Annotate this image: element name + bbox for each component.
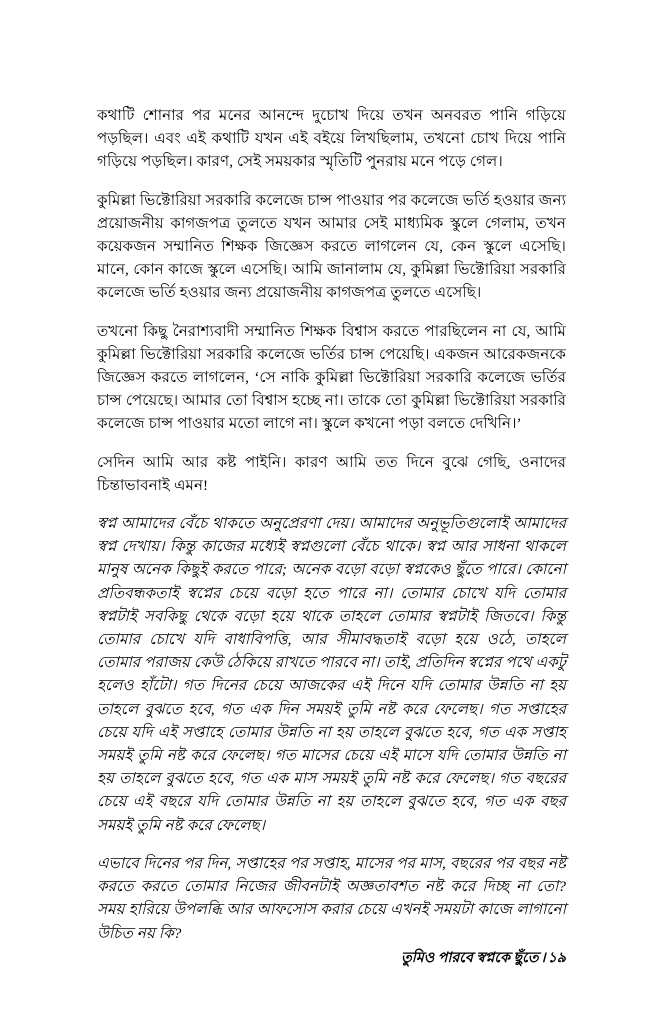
text-column [97,104,566,945]
paragraph-3: তখনো কিছু নৈরাশ্যবাদী সম্মানিত শিক্ষক বিশ্বাস করতে পারছিলেন না যে, আমি কুমিল্লা ভিক্টোরিয়া সরকারি কলেজে ভর্তির চান্স পেয়েছি। একজন আরেকজনকে জিজ্ঞেস করতে লাগলেন, ‘সে নাকি কুমিল্লা ভিক্টোরিয়া সরকারি কলেজে ভর্তির চান্স পেয়েছে। আমার তো বিশ্বাস হচ্ছে না। তাকে তো কুমিল্লা ভিক্টোরিয়া সরকারি কলেজে চান্স পাওয়ার মতো লাগে না। স্কুলে কখনো পড়া বলতে দেখিনি।’ [97,322,566,433]
paragraph-2: কুমিল্লা ভিক্টোরিয়া সরকারি কলেজে চান্স পাওয়ার পর কলেজে ভর্তি হওয়ার জন্য প্রয়োজনীয় কাগজপত্র তুলতে যখন আমার সেই মাধ্যমিক স্কুলে গেলাম, তখন কয়েকজন সম্মানিত শিক্ষক জিজ্ঞেস করতে লাগলেন যে, কেন স্কুলে এসেছি। মানে, কোন কাজে স্কুলে এসেছি। আমি জানালাম যে, কুমিল্লা ভিক্টোরিয়া সরকারি কলেজে ভর্তি হওয়ার জন্য প্রয়োজনীয় কাগজপত্র তুলতে এসেছি। [97,191,566,302]
paragraph-4: সেদিন আমি আর কষ্ট পাইনি। কারণ আমি তত দিনে বুঝে গেছি, ওনাদের চিন্তাভাবনাই এমন! [97,453,566,494]
footer-separator: । [540,950,546,966]
page-footer [97,948,566,968]
paragraph-5-quote: স্বপ্ন আমাদের বেঁচে থাকতে অনুপ্রেরণা দেয়। আমাদের অনুভূতিগুলোই আমাদের স্বপ্ন দেখায়। কিন্তু কাজের মধ্যেই স্বপ্নগুলো বেঁচে থাকে। স্বপ্ন আর সাধনা থাকলে মানুষ অনেক কিছুই করতে পারে; অনেক বড়ো বড়ো স্বপ্নকেও ছুঁতে পারে। কোনো প্রতিবন্ধকতাই স্বপ্নের চেয়ে বড়ো হতে পারে না। তোমার চোখে যদি তোমার স্বপ্নটাই সবকিছু থেকে বড়ো হয়ে থাকে তাহলে তোমার স্বপ্নটাই জিতবে। কিন্তু তোমার চোখে যদি বাধাবিপত্তি, আর সীমাবদ্ধতাই বড়ো হয়ে ওঠে, তাহলে তোমার পরাজয় কেউ ঠেকিয়ে রাখতে পারবে না। তাই, প্রতিদিন স্বপ্নের পথে একটু হলেও হাঁটো। গত দিনের চেয়ে আজকের এই দিনে যদি তোমার উন্নতি না হয় তাহলে বুঝতে হবে, গত এক দিন সময়ই তুমি নষ্ট করে ফেলেছ। গত সপ্তাহের চেয়ে যদি এই সপ্তাহে তোমার উন্নতি না হয় তাহলে বুঝতে হবে, গত এক সপ্তাহ সময়ই তুমি নষ্ট করে ফেলেছ। গত মাসের চেয়ে এই মাসে যদি তোমার উন্নতি না হয় তাহলে বুঝতে হবে, গত এক মাস সময়ই তুমি নষ্ট করে ফেলেছ। গত বছরের চেয়ে এই বছরে যদি তোমার উন্নতি না হয় তাহলে বুঝতে হবে, গত এক বছর সময়ই তুমি নষ্ট করে ফেলেছ। [97,515,566,834]
paragraph-1: কথাটি শোনার পর মনের আনন্দে দুচোখ দিয়ে তখন অনবরত পানি গড়িয়ে পড়ছিল। এবং এই কথাটি যখন এই বইয়ে লিখছিলাম, তখনো চোখ দিয়ে পানি গড়িয়ে পড়ছিল। কারণ, সেই সময়কার স্মৃতিটি পুনরায় মনে পড়ে গেল। [97,107,566,171]
footer-book-title: তুমিও পারবে স্বপ্নকে ছুঁতে [401,950,539,966]
paragraph-6-quote: এভাবে দিনের পর দিন, সপ্তাহের পর সপ্তাহ, মাসের পর মাস, বছরের পর বছর নষ্ট করতে করতে তোমার নিজের জীবনটাই অজ্ঞতাবশত নষ্ট করে দিচ্ছ না তো? সময় হারিয়ে উপলব্ধি আর আফসোস করার চেয়ে এখনই সময়টা কাজে লাগানো উচিত নয় কি? [97,854,566,942]
footer-page-number: ১৯ [547,950,566,966]
